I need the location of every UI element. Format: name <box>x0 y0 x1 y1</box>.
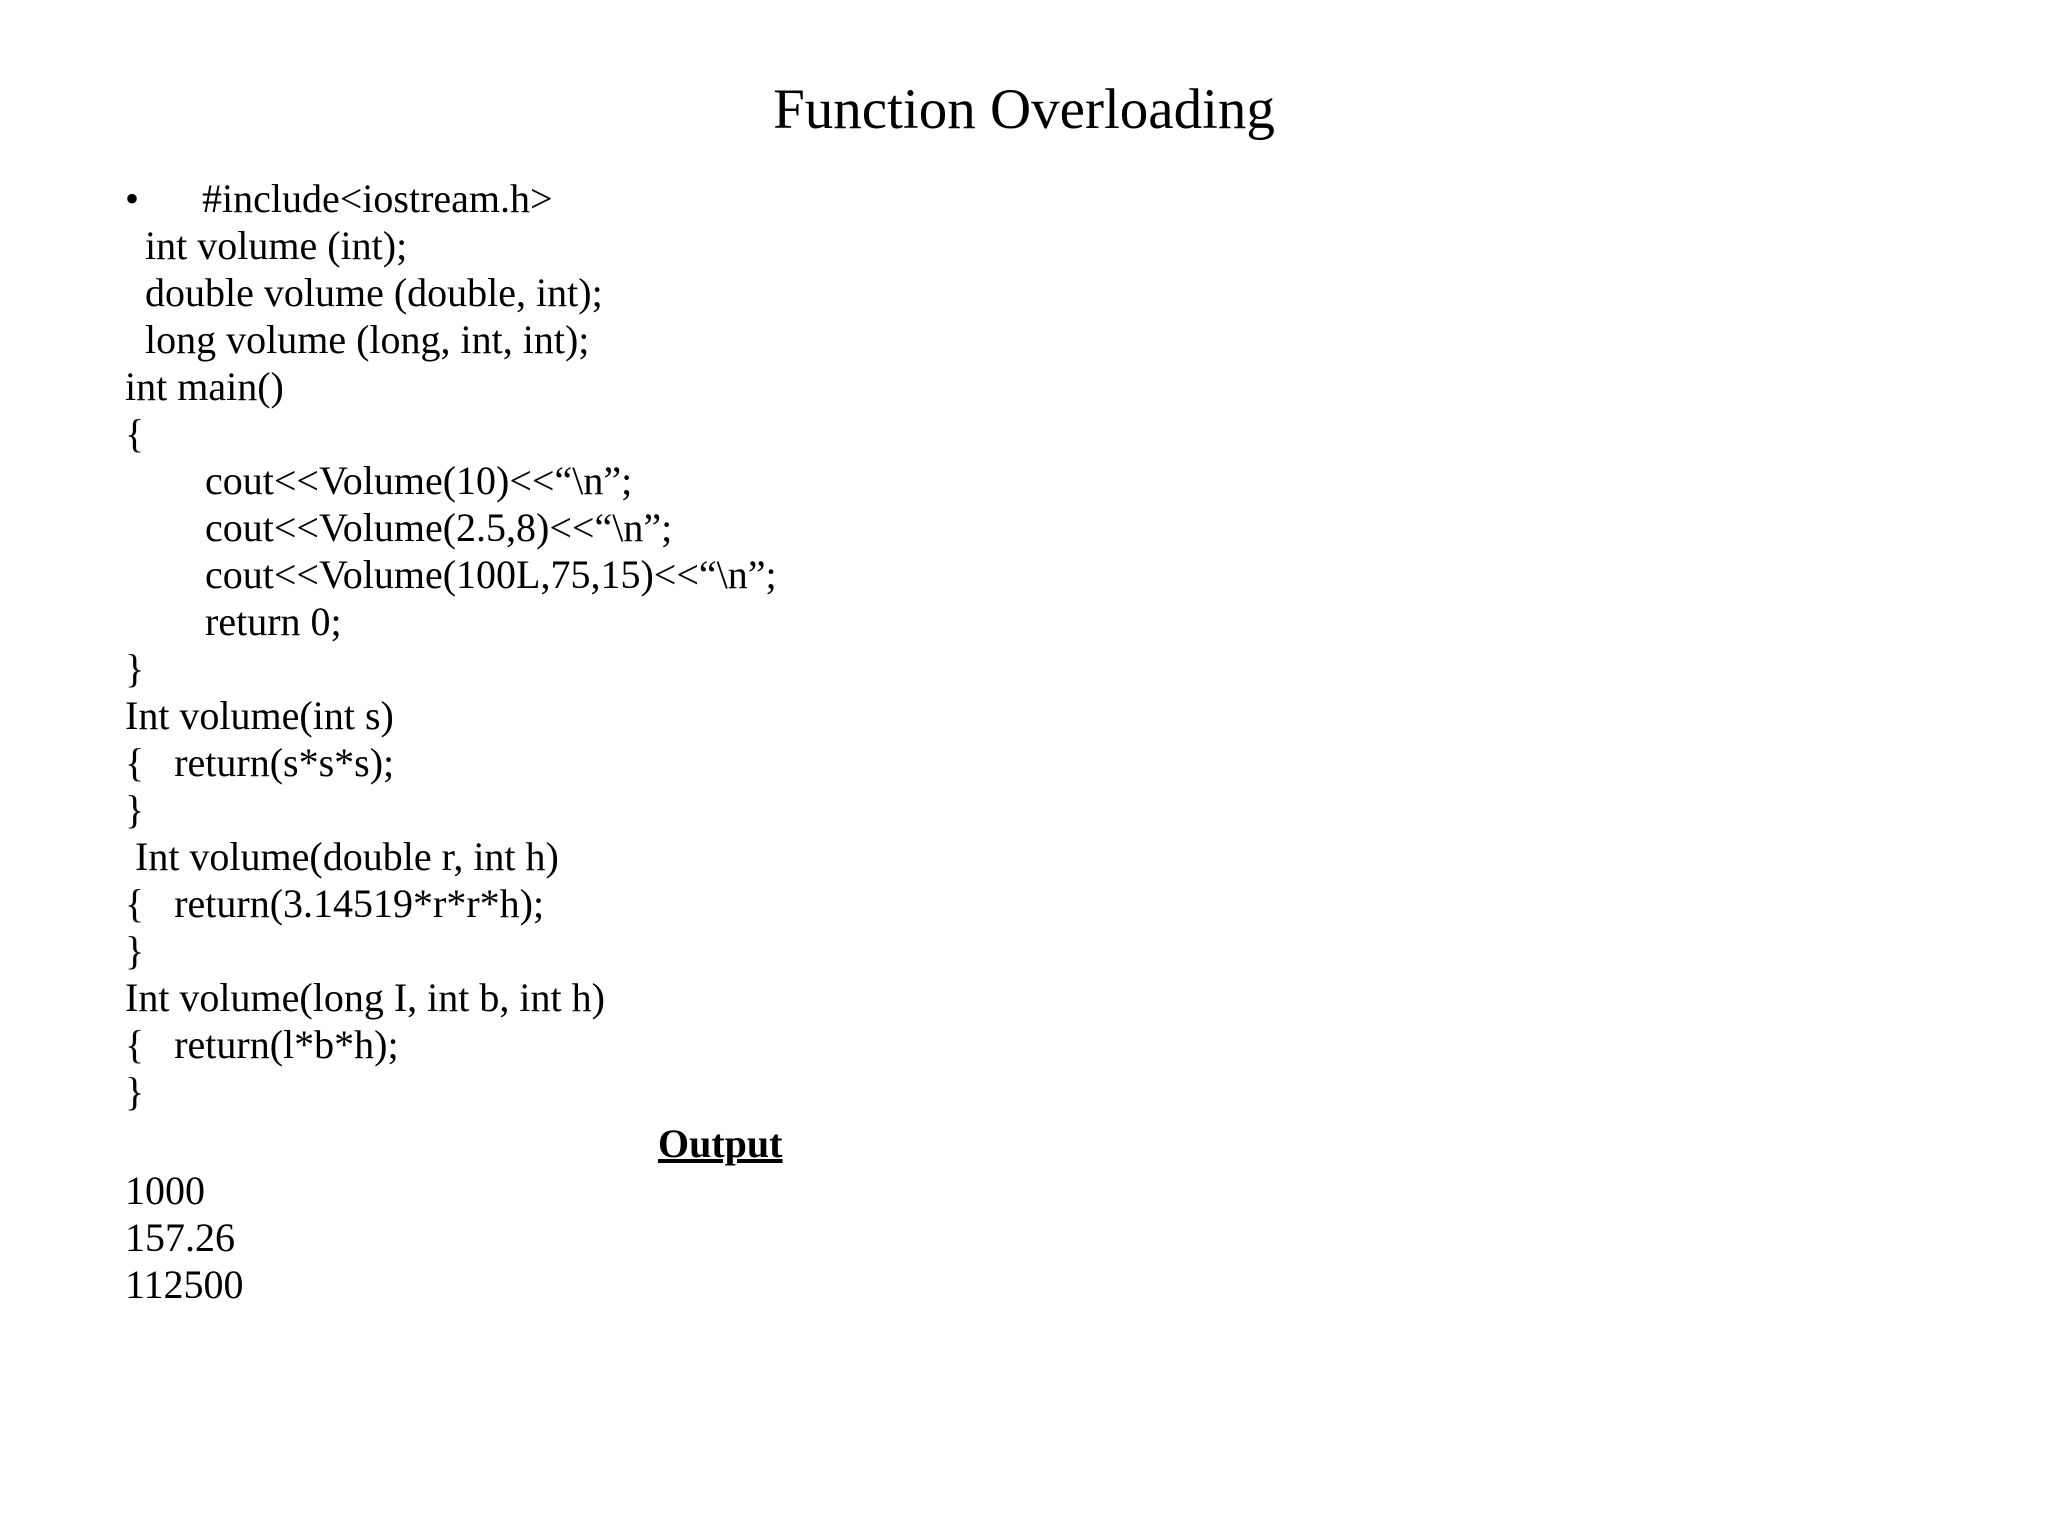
code-line: } <box>125 646 145 691</box>
code-line: { <box>125 411 145 456</box>
output-line: 157.26 <box>125 1215 235 1260</box>
output-line: 1000 <box>125 1168 205 1213</box>
code-line: { return(3.14519*r*r*h); <box>125 881 545 926</box>
code-line: cout<<Volume(2.5,8)<<“\n”; <box>125 505 673 550</box>
code-line: { return(l*b*h); <box>125 1022 399 1067</box>
code-line: return 0; <box>125 599 342 644</box>
code-line: } <box>125 1069 145 1114</box>
code-line: #include<iostream.h> <box>202 176 553 221</box>
output-line: 112500 <box>125 1262 244 1307</box>
code-line: Int volume(long I, int b, int h) <box>125 975 605 1020</box>
code-line: cout<<Volume(100L,75,15)<<“\n”; <box>125 552 777 597</box>
code-line: long volume (long, int, int); <box>125 317 590 362</box>
code-line: } <box>125 928 145 973</box>
code-line: } <box>125 787 145 832</box>
code-line: cout<<Volume(10)<<“\n”; <box>125 458 633 503</box>
slide-title: Function Overloading <box>773 78 1275 141</box>
output-heading: Output <box>658 1121 783 1166</box>
code-line: Int volume(int s) <box>125 693 394 738</box>
bullet-icon: • <box>125 176 140 221</box>
code-line: { return(s*s*s); <box>125 740 395 785</box>
code-line: double volume (double, int); <box>125 270 603 315</box>
code-line: int volume (int); <box>125 223 408 268</box>
code-line: int main() <box>125 364 284 409</box>
code-line: Int volume(double r, int h) <box>125 834 559 879</box>
